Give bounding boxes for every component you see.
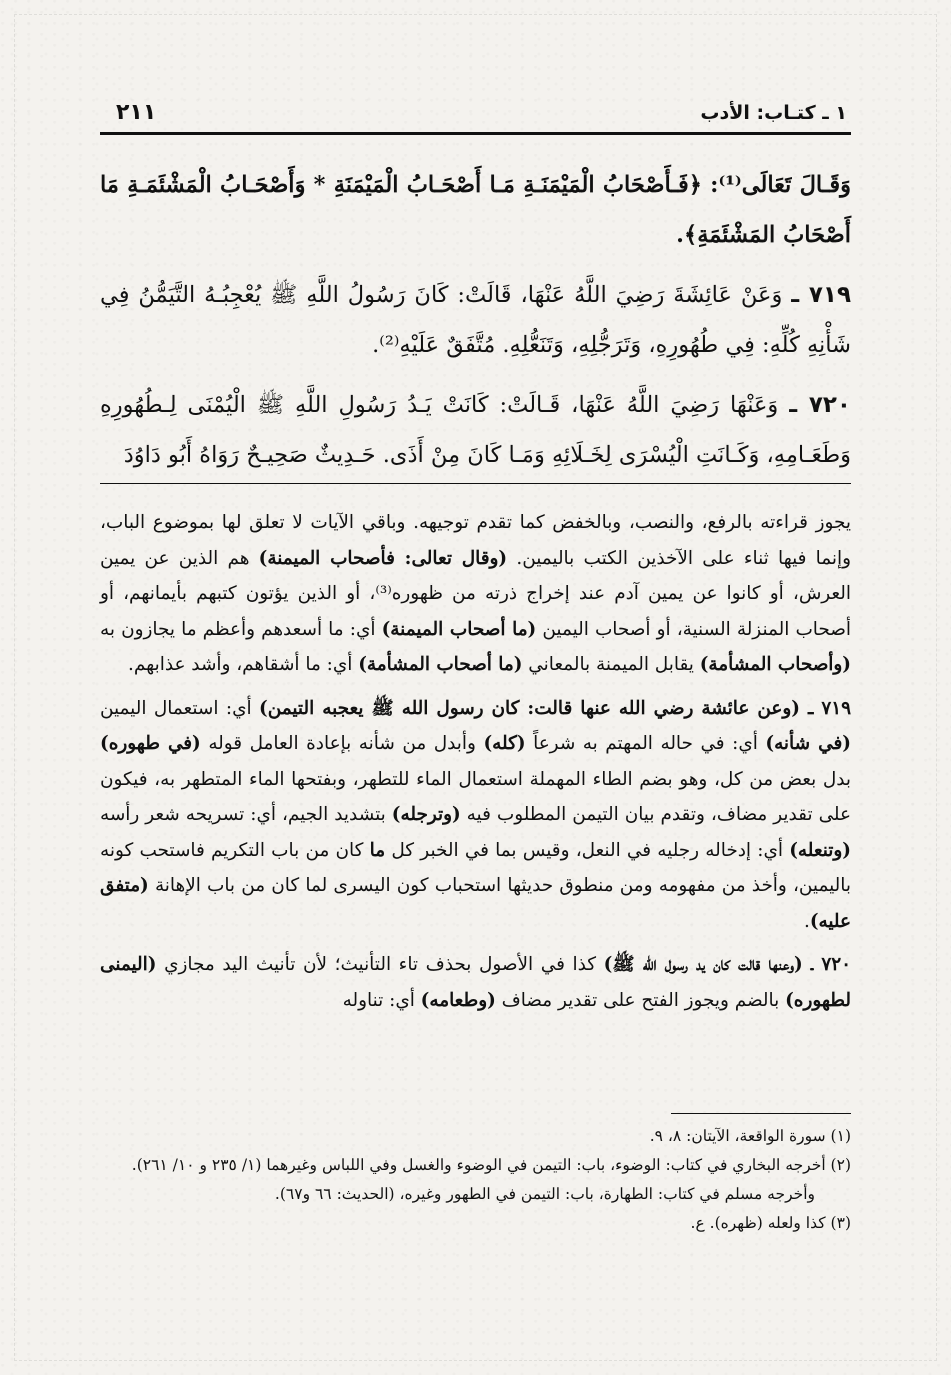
- commentary-text: أي: استعمال اليمين: [100, 697, 260, 719]
- commentary-text: أي: تناوله: [342, 989, 421, 1011]
- commentary-text: هم الذين عن يمين العرش، أو كانوا عن يمين آدم عند إخراج ذرته من ظهوره⁽³⁾، أو الذين يؤتون كتبهم بأيمانهم، أو أصحاب المنزلة السنية، أو أصحاب اليمين: [100, 547, 851, 640]
- commentary-text: أي: ما أسعدهم وأعظم ما يجازون به: [100, 618, 382, 640]
- footnotes: [100, 1122, 851, 1238]
- commentary-heading: (متفق عليه): [100, 875, 851, 932]
- footnote-2-continued: وأخرجه مسلم في كتاب: الطهارة، باب: التيمن في الطهور وغيره، (الحديث: ٦٦ و٦٧).: [274, 1185, 815, 1203]
- commentary-heading: (وقال تعالى: فأصحاب الميمنة): [258, 547, 508, 569]
- commentary-text: كذا في الأصول بحذف تاء التأنيث؛ لأن تأنيث اليد مجازي: [156, 954, 604, 975]
- commentary-heading: (اليمنى لطهوره): [100, 954, 851, 1011]
- footnote-divider: [671, 1113, 851, 1114]
- commentary-text: أي: في حاله المهتم به شرعاً: [525, 733, 766, 754]
- footnote-1: (١) سورة الواقعة، الآيتان: ٨، ٩.: [649, 1127, 851, 1145]
- footnote-3: (٣) كذا ولعله (ظهره). ع.: [690, 1214, 851, 1232]
- commentary-heading: (وأصحاب المشأمة): [699, 654, 851, 675]
- commentary-heading: (وتنعله): [789, 839, 851, 861]
- commentary-heading: (في شأنه): [765, 733, 851, 754]
- commentary-text: أي: إدخاله رجليه في النعل، وقيس بما في الخبر كل: [385, 839, 790, 861]
- main-text: [100, 160, 851, 490]
- hadith-number: ٧١٩ ـ: [791, 282, 851, 308]
- hadith-number: ٧٢٠ ـ: [789, 392, 851, 418]
- commentary-text: بدل بعض من كل، وهو بضم الطاء المهملة استعمال الماء للتطهر، وبفتحها الماء المتطهر به، فيكون على تقدير مضاف، وتقدم بيان التيمن المطلوب فيه: [100, 768, 851, 825]
- commentary-heading: (وترجله): [391, 804, 461, 825]
- commentary-text: بالضم ويجوز الفتح على تقدير مضاف: [495, 989, 786, 1011]
- commentary-heading: (في طهوره): [100, 733, 201, 754]
- chapter-title: ١ ـ كتـاب: الأدب: [700, 102, 847, 124]
- footnote-2: (٢) أخرجه البخاري في كتاب: الوضوء، باب: التيمن في الوضوء والغسل وفي اللباس وغيرهما (١/ ٢٣٥ و ١٠/ ٢٦١).: [131, 1156, 851, 1174]
- quran-verse: [100, 160, 851, 260]
- hadith-text: وَعَنْ عَائِشَةَ رَضِيَ اللَّهُ عَنْهَا، قَالَتْ: كَانَ رَسُولُ اللَّهِ ﷺ يُعْجِبُـهُ التَّيَمُّنُ فِي شَأْنِهِ كُلِّهِ: فِي طُهُورِهِ، وَتَرَجُّلِهِ، وَتَنَعُّلِهِ. مُتَّفَقٌ عَلَيْهِ⁽²⁾.: [100, 282, 851, 358]
- commentary-paragraph-719: [100, 691, 851, 940]
- hadith-720: [100, 380, 851, 480]
- hadith-719: [100, 270, 851, 370]
- section-divider: [100, 483, 851, 484]
- commentary-text: كان من باب التكريم فاستحب كونه باليمين، وأخذ من مفهومه ومن منطوق حديثها استحباب كون اليسرى لما كان من باب الإهانة: [100, 839, 851, 896]
- commentary-heading: (ما أصحاب المشأمة): [358, 654, 523, 675]
- page-header: [100, 98, 851, 135]
- commentary-paragraph-verse: [100, 505, 851, 683]
- commentary-heading: ٧٢٠ ـ (وعنها قالت كان يد رسول الله ﷺ): [603, 954, 851, 975]
- commentary-paragraph-720: [100, 947, 851, 1018]
- commentary-heading: (وطعامه): [420, 989, 496, 1011]
- commentary-text: بتشديد الجيم، أي: تسريحه شعر رأسه: [100, 804, 392, 825]
- commentary-text: يقابل الميمنة بالمعاني: [522, 654, 700, 675]
- commentary-text: يجوز قراءته بالرفع، والنصب، وبالخفض كما تقدم توجيهه. وباقي الآيات لا تعلق لها بموضوع الباب، وإنما فيها ثناء على الآخذين الكتب باليمين.: [100, 512, 851, 569]
- hadith-text: وَعَنْهَا رَضِيَ اللَّهُ عَنْهَا، قَـالَتْ: كَانَتْ يَـدُ رَسُولِ اللَّهِ ﷺ الْيُمْنَى لِـطُهُورِهِ وَطَعَـامِهِ، وَكَـانَتِ الْيُسْرَى لِخَـلَائِهِ وَمَـا كَانَ مِنْ أَذَى. حَـدِيثٌ صَحِيـحٌ رَوَاهُ أَبُو دَاوُدَ: [100, 392, 851, 468]
- verse-text: وَقَـالَ تَعَالَى⁽¹⁾: ﴿فَـأَصْحَابُ الْمَيْمَنَـةِ مَـا أَصْحَـابُ الْمَيْمَنَةِ * وَأَصْحَـابُ الْمَشْئَمَـةِ مَا أَصْحَابُ المَشْئَمَةِ﴾.: [100, 172, 851, 248]
- commentary-heading: (ما أصحاب الميمنة): [381, 618, 537, 640]
- commentary-heading: ما: [369, 839, 386, 861]
- commentary-heading: ٧١٩ ـ (وعن عائشة رضي الله عنها قالت: كان رسول الله ﷺ يعجبه التيمن): [259, 697, 851, 719]
- commentary-text: .: [803, 910, 810, 932]
- commentary: [100, 505, 851, 1026]
- commentary-text: أي: ما أشقاهم، وأشد عذابهم.: [128, 654, 359, 675]
- commentary-heading: (كله): [483, 733, 526, 754]
- page-number: ٢١١: [116, 100, 157, 125]
- commentary-text: وأبدل من شأنه بإعادة العامل قوله: [200, 733, 484, 754]
